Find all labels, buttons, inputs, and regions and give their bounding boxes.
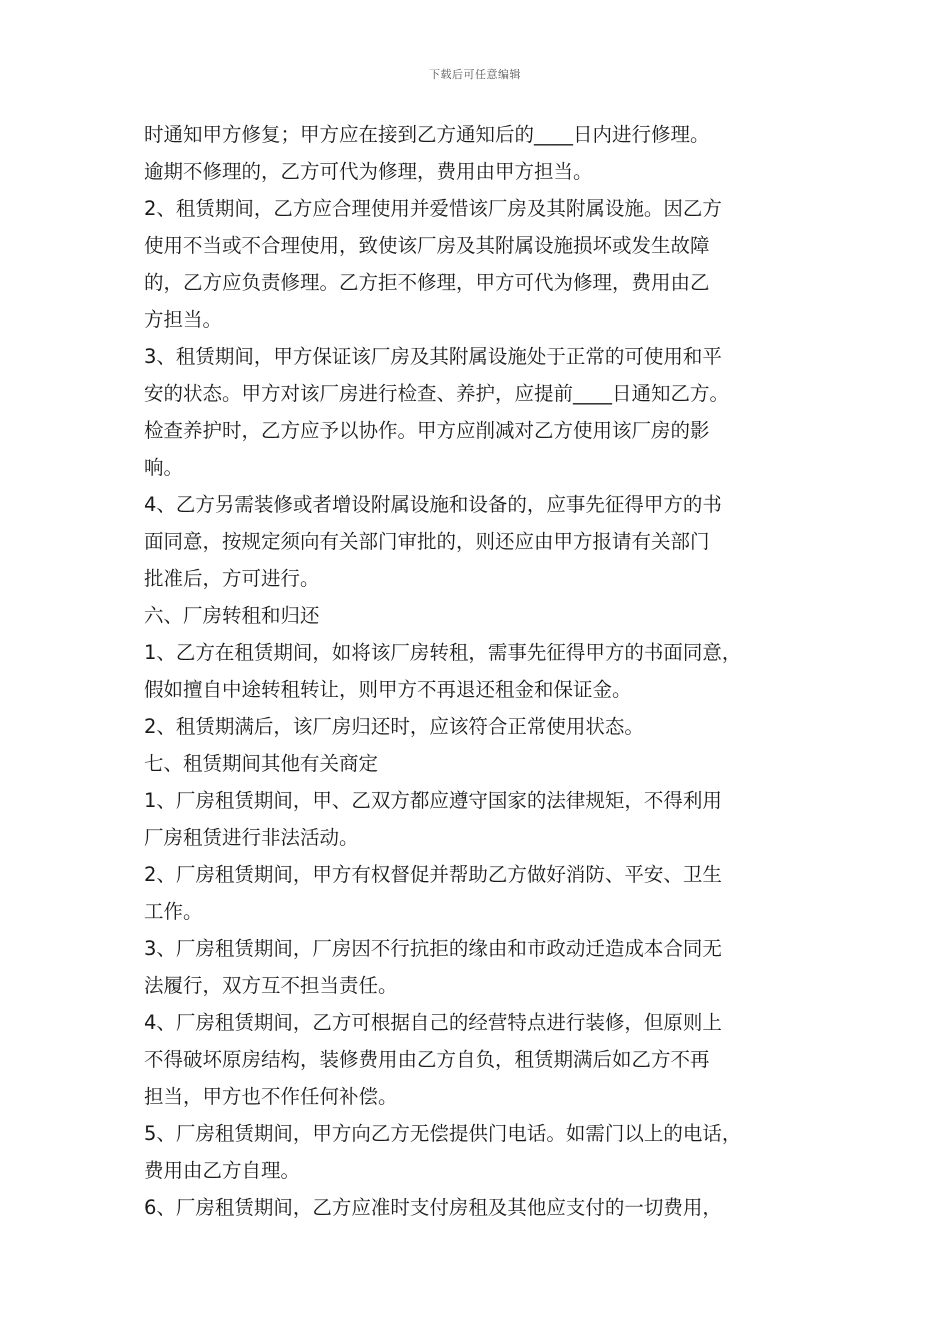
text-line: 2、厂房租赁期间，甲方有权督促并帮助乙方做好消防、平安、卫生 (144, 863, 722, 886)
text-line: 的，乙方应负责修理。乙方拒不修理，甲方可代为修理，费用由乙 (144, 271, 710, 294)
text-line: 法履行，双方互不担当责任。 (144, 974, 398, 997)
text-line: 使用不当或不合理使用，致使该厂房及其附属设施损坏或发生故障 (144, 234, 710, 257)
text-line: 时通知甲方修复；甲方应在接到乙方通知后的____日内进行修理。 (144, 123, 710, 146)
document-body (144, 116, 824, 1226)
page-header: 下载后可任意编辑 (429, 68, 521, 81)
text-line: 2、租赁期间，乙方应合理使用并爱惜该厂房及其附属设施。因乙方 (144, 197, 722, 220)
text-line: 5、厂房租赁期间，甲方向乙方无偿提供门电话。如需门以上的电话， (144, 1122, 742, 1145)
section-heading: 七、租赁期间其他有关商定 (144, 752, 379, 775)
text-line: 1、厂房租赁期间，甲、乙双方都应遵守国家的法律规矩，不得利用 (144, 789, 722, 812)
text-line: 4、厂房租赁期间，乙方可根据自己的经营特点进行装修，但原则上 (144, 1011, 722, 1034)
text-line: 3、租赁期间，甲方保证该厂房及其附属设施处于正常的可使用和平 (144, 345, 722, 368)
text-line: 检查养护时，乙方应予以协作。甲方应削减对乙方使用该厂房的影 (144, 419, 710, 442)
text-line: 工作。 (144, 900, 203, 923)
text-line: 3、厂房租赁期间，厂房因不行抗拒的缘由和市政动迁造成本合同无 (144, 937, 722, 960)
section-heading: 六、厂房转租和归还 (144, 604, 320, 627)
text-line: 1、乙方在租赁期间，如将该厂房转租，需事先征得甲方的书面同意， (144, 641, 742, 664)
text-line: 不得破坏原房结构，装修费用由乙方自负，租赁期满后如乙方不再 (144, 1048, 710, 1071)
text-line: 批准后，方可进行。 (144, 567, 320, 590)
text-line: 方担当。 (144, 308, 223, 331)
text-line: 6、厂房租赁期间，乙方应准时支付房租及其他应支付的一切费用， (144, 1196, 722, 1219)
text-line: 4、乙方另需装修或者增设附属设施和设备的，应事先征得甲方的书 (144, 493, 722, 516)
text-line: 逾期不修理的，乙方可代为修理，费用由甲方担当。 (144, 160, 593, 183)
text-line: 假如擅自中途转租转让，则甲方不再退还租金和保证金。 (144, 678, 632, 701)
text-line: 厂房租赁进行非法活动。 (144, 826, 359, 849)
text-line: 担当，甲方也不作任何补偿。 (144, 1085, 398, 1108)
text-line: 安的状态。甲方对该厂房进行检查、养护，应提前____日通知乙方。 (144, 382, 730, 405)
text-line: 面同意，按规定须向有关部门审批的，则还应由甲方报请有关部门 (144, 530, 710, 553)
text-line: 响。 (144, 456, 184, 479)
text-line: 费用由乙方自理。 (144, 1159, 301, 1182)
text-line: 2、租赁期满后，该厂房归还时，应该符合正常使用状态。 (144, 715, 644, 738)
